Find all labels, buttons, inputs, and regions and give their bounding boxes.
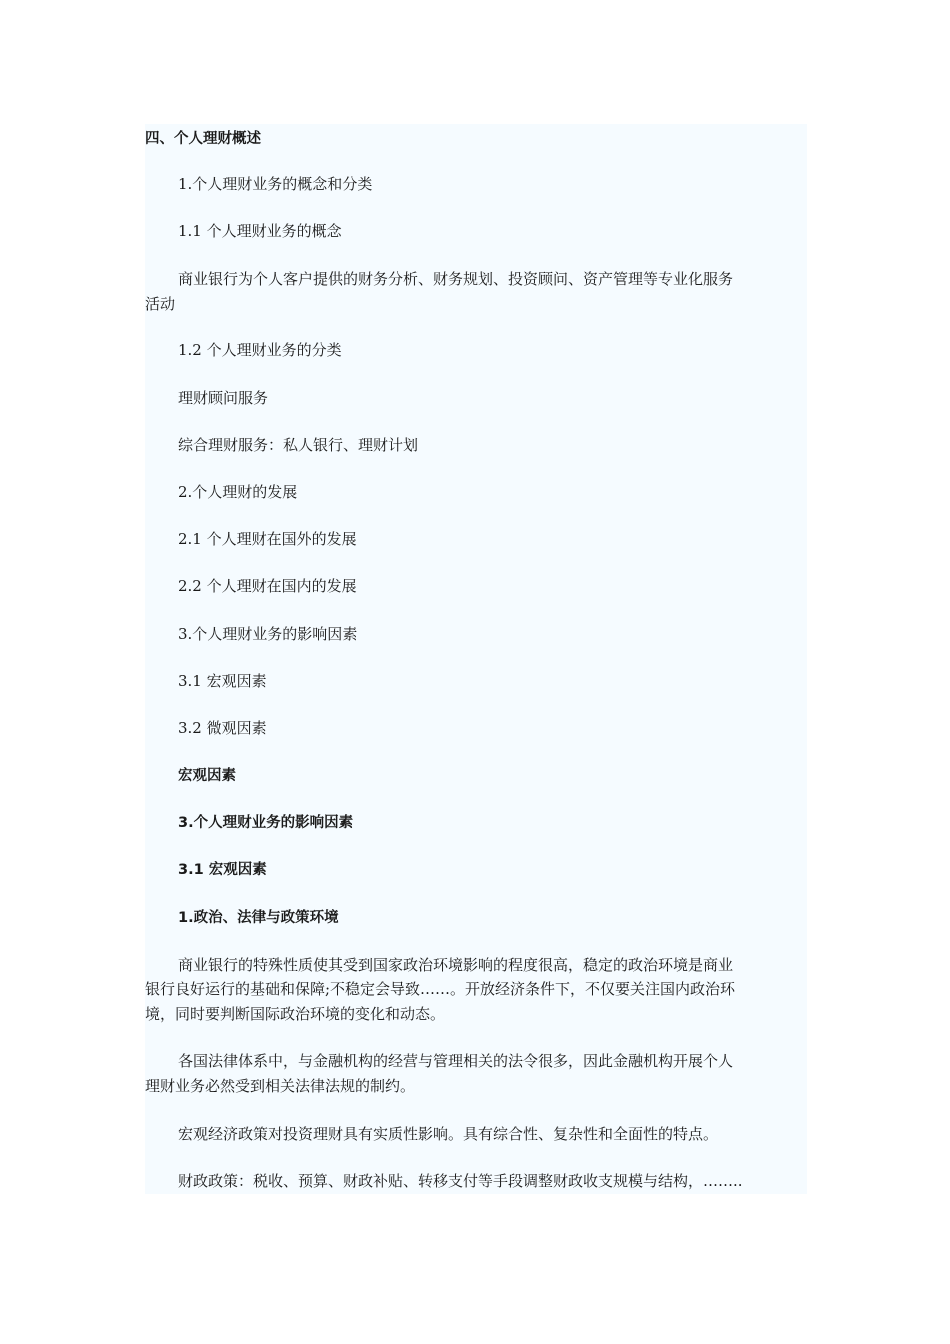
paragraph-line: 境，同时要判断国际政治环境的变化和动态。 — [145, 1005, 446, 1023]
subsection-title: 3.2 微观因素 — [178, 719, 267, 737]
paragraph-line: 各国法律体系中，与金融机构的经营与管理相关的法令很多，因此金融机构开展个人 — [178, 1052, 734, 1070]
paragraph-line: 商业银行为个人客户提供的财务分析、财务规划、投资顾问、资产管理等专业化服务 — [178, 270, 734, 288]
paragraph-line: 活动 — [145, 295, 176, 313]
paragraph-line: 银行良好运行的基础和保障;不稳定会导致……。开放经济条件下，不仅要关注国内政治环 — [145, 980, 736, 998]
document-content — [145, 124, 807, 1194]
bold-heading: 宏观因素 — [178, 768, 236, 784]
subsection-title: 2.1 个人理财在国外的发展 — [178, 530, 357, 548]
subsection-title: 2.2 个人理财在国内的发展 — [178, 577, 357, 595]
paragraph-line: 财政政策：税收、预算、财政补贴、转移支付等手段调整财政收支规模与结构，…….. — [178, 1172, 743, 1190]
subsection-title: 2.个人理财的发展 — [178, 483, 298, 501]
section-heading: 四、个人理财概述 — [145, 131, 261, 147]
subsection-title: 3.个人理财业务的影响因素 — [178, 625, 358, 643]
subsection-title: 1.2 个人理财业务的分类 — [178, 341, 342, 359]
paragraph-line: 商业银行的特殊性质使其受到国家政治环境影响的程度很高，稳定的政治环境是商业 — [178, 956, 734, 974]
subsection-title: 1.个人理财业务的概念和分类 — [178, 175, 373, 193]
bold-heading: 3.个人理财业务的影响因素 — [178, 815, 354, 831]
list-item: 综合理财服务：私人银行、理财计划 — [178, 436, 419, 454]
subsection-title: 1.1 个人理财业务的概念 — [178, 222, 342, 240]
paragraph-line: 理财业务必然受到相关法律法规的制约。 — [145, 1077, 416, 1095]
subsection-title: 3.1 宏观因素 — [178, 672, 267, 690]
bold-heading: 3.1 宏观因素 — [178, 862, 267, 878]
bold-heading: 1.政治、法律与政策环境 — [178, 910, 339, 926]
list-item: 理财顾问服务 — [178, 389, 269, 407]
paragraph-line: 宏观经济政策对投资理财具有实质性影响。具有综合性、复杂性和全面性的特点。 — [178, 1125, 719, 1143]
